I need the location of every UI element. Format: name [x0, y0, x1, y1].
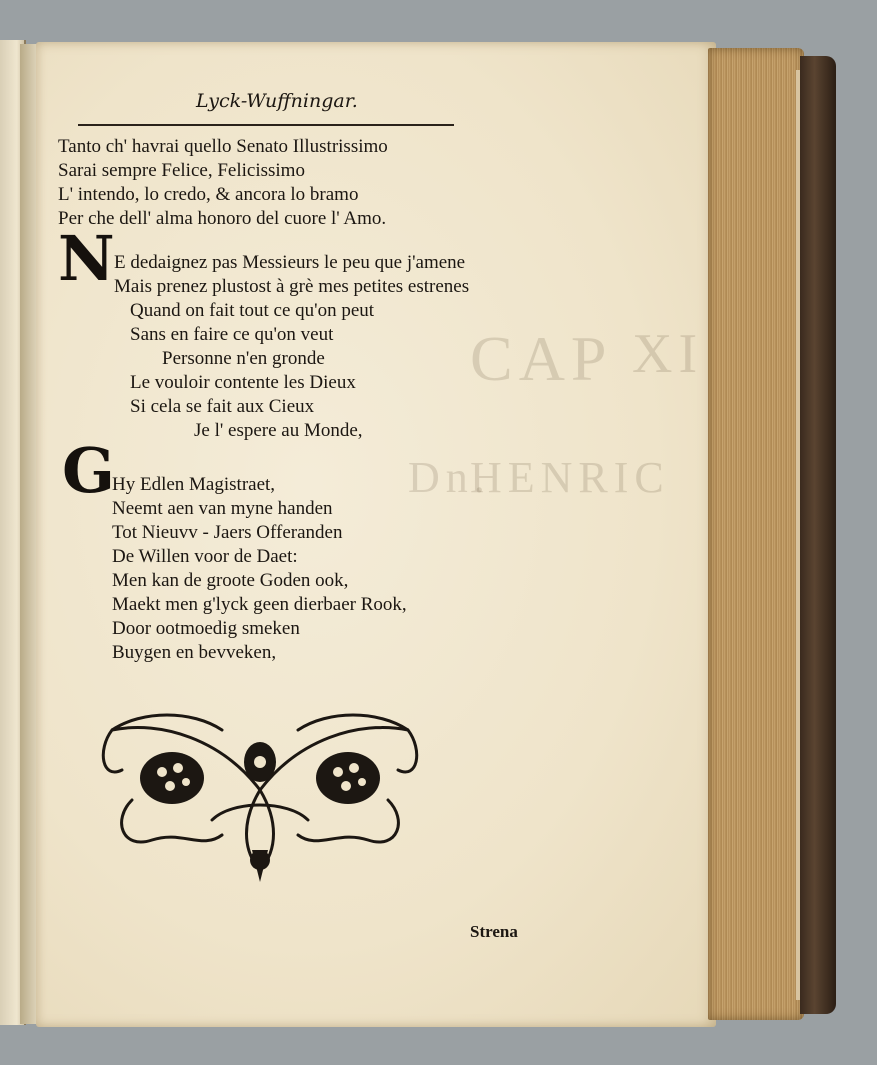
show-through-text: XI — [632, 323, 704, 385]
catchword: Strena — [470, 922, 518, 941]
drop-cap: G — [62, 434, 115, 507]
italian-line: Per che dell' alma honoro del cuore l' Amo. — [58, 208, 387, 229]
dutch-line: Neemt aen van myne handen — [112, 498, 333, 519]
french-line: Si cela se fait aux Cieux — [130, 396, 315, 417]
show-through-text: HENRIC — [470, 453, 670, 502]
dutch-line: De Willen voor de Daet: — [112, 546, 298, 567]
italian-line: Tanto ch' havrai quello Senato Illustrissimo — [58, 136, 388, 157]
french-line: Le vouloir contente les Dieux — [130, 372, 356, 393]
dutch-line: Maekt men g'lyck geen dierbaer Rook, — [112, 594, 407, 615]
dutch-line: Men kan de groote Goden ook, — [112, 570, 349, 591]
french-line: E dedaignez pas Messieurs le peu que j'amene — [114, 252, 466, 273]
page-edges — [708, 48, 804, 1020]
dutch-line: Buygen en bevveken, — [112, 642, 277, 663]
dutch-line: Tot Nieuvv - Jaers Offeranden — [112, 522, 343, 543]
book-cover — [800, 56, 836, 1014]
italian-line: Sarai sempre Felice, Felicissimo — [58, 160, 305, 181]
french-line: Mais prenez plustost à grè mes petites estrenes — [114, 276, 470, 297]
drop-cap: N — [58, 222, 115, 295]
dutch-line: Hy Edlen Magistraet, — [112, 474, 276, 495]
floral-tailpiece-ornament — [92, 700, 428, 884]
french-line: Sans en faire ce qu'on veut — [130, 324, 334, 345]
show-through-text: CAP — [470, 323, 613, 394]
french-line: Je l' espere au Monde, — [194, 420, 363, 441]
header-rule — [78, 124, 454, 126]
italian-line: L' intendo, lo credo, & ancora lo bramo — [58, 184, 359, 205]
running-head: Lyck-Wuffningar. — [196, 90, 358, 112]
dutch-line: Door ootmoedig smeken — [112, 618, 300, 639]
french-line: Personne n'en gronde — [162, 348, 325, 369]
show-through-text: Dn. — [408, 453, 491, 502]
french-line: Quand on fait tout ce qu'on peut — [130, 300, 375, 321]
